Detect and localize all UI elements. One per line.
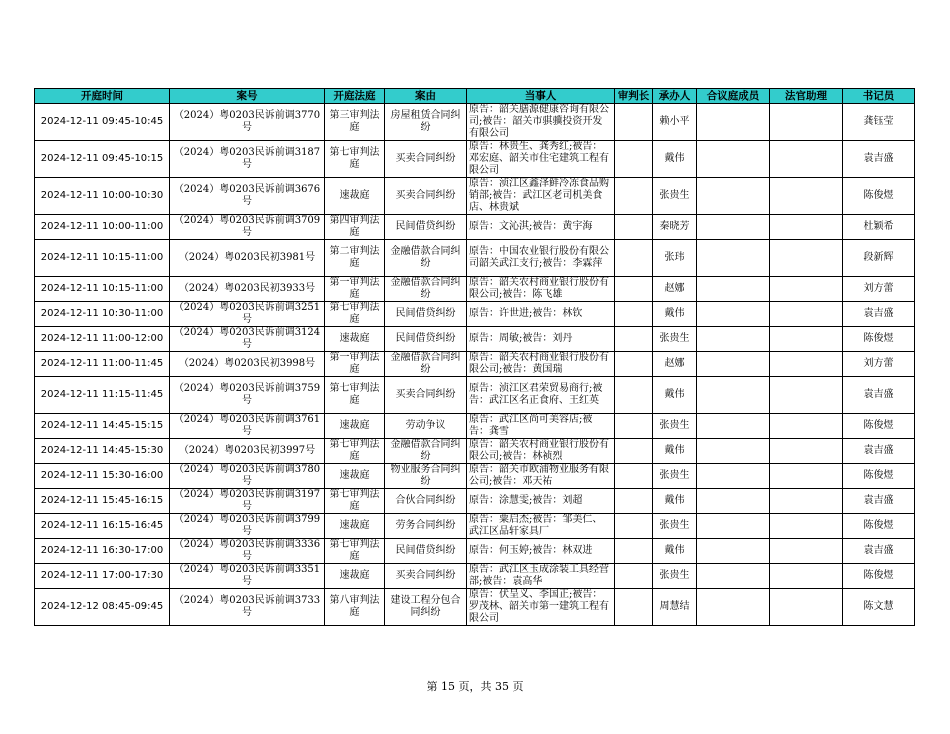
cell-handler: 戴伟 bbox=[653, 439, 697, 464]
table-row bbox=[35, 352, 915, 377]
cell-presiding-judge bbox=[615, 302, 653, 327]
cell-clerk: 陈文慧 bbox=[843, 589, 915, 626]
cell-hearing-time: 2024-12-11 09:45-10:45 bbox=[35, 104, 170, 141]
cell-parties: 原告：文沁淇;被告：黄宇海 bbox=[467, 215, 615, 240]
cell-presiding-judge bbox=[615, 327, 653, 352]
table-row bbox=[35, 302, 915, 327]
header-handler: 承办人 bbox=[653, 89, 697, 104]
cell-panel-members bbox=[697, 104, 770, 141]
cell-hearing-time: 2024-12-11 15:45-16:15 bbox=[35, 489, 170, 514]
cell-handler: 秦晓芳 bbox=[653, 215, 697, 240]
cell-panel-members bbox=[697, 589, 770, 626]
cell-presiding-judge bbox=[615, 589, 653, 626]
cell-presiding-judge bbox=[615, 414, 653, 439]
cell-hearing-time: 2024-12-11 10:00-11:00 bbox=[35, 215, 170, 240]
cell-case-number: （2024）粤0203民初3981号 bbox=[170, 240, 325, 277]
cell-presiding-judge bbox=[615, 514, 653, 539]
cell-parties: 原告：粟启杰;被告：邹美仁、武江区品轩家具厂 bbox=[467, 514, 615, 539]
cell-presiding-judge bbox=[615, 489, 653, 514]
cell-cause: 买卖合同纠纷 bbox=[385, 141, 467, 178]
cell-clerk: 袁吉盛 bbox=[843, 377, 915, 414]
cell-courtroom: 第七审判法庭 bbox=[325, 439, 385, 464]
cell-parties: 原告：韶关农村商业银行股份有限公司;被告：陈飞雄 bbox=[467, 277, 615, 302]
cell-case-number: （2024）粤0203民诉前调3799号 bbox=[170, 514, 325, 539]
cell-parties: 原告：林贵生、龚秀红;被告：邓宏庭、韶关市住宅建筑工程有限公司 bbox=[467, 141, 615, 178]
cell-clerk: 袁吉盛 bbox=[843, 489, 915, 514]
cell-courtroom: 第七审判法庭 bbox=[325, 302, 385, 327]
cell-panel-members bbox=[697, 277, 770, 302]
cell-hearing-time: 2024-12-11 14:45-15:30 bbox=[35, 439, 170, 464]
cell-panel-members bbox=[697, 514, 770, 539]
cell-courtroom: 第八审判法庭 bbox=[325, 589, 385, 626]
header-hearing-time: 开庭时间 bbox=[35, 89, 170, 104]
cell-presiding-judge bbox=[615, 215, 653, 240]
cell-handler: 张贵生 bbox=[653, 178, 697, 215]
cell-case-number: （2024）粤0203民诉前调3733号 bbox=[170, 589, 325, 626]
cell-cause: 房屋租赁合同纠纷 bbox=[385, 104, 467, 141]
cell-courtroom: 第七审判法庭 bbox=[325, 377, 385, 414]
table-row bbox=[35, 589, 915, 626]
cell-presiding-judge bbox=[615, 240, 653, 277]
cell-hearing-time: 2024-12-11 10:15-11:00 bbox=[35, 277, 170, 302]
cell-courtroom: 速裁庭 bbox=[325, 564, 385, 589]
header-panel-members: 合议庭成员 bbox=[697, 89, 770, 104]
table-row bbox=[35, 414, 915, 439]
cell-panel-members bbox=[697, 178, 770, 215]
cell-case-number: （2024）粤0203民初3997号 bbox=[170, 439, 325, 464]
cell-cause: 民间借贷纠纷 bbox=[385, 327, 467, 352]
cell-judge-assistant bbox=[770, 277, 843, 302]
cell-parties: 原告：韶关农村商业银行股份有限公司;被告：黄国瑞 bbox=[467, 352, 615, 377]
cell-case-number: （2024）粤0203民诉前调3709号 bbox=[170, 215, 325, 240]
cell-presiding-judge bbox=[615, 277, 653, 302]
cell-parties: 原告：中国农业银行股份有限公司韶关武江支行;被告：李霖萍 bbox=[467, 240, 615, 277]
cell-clerk: 陈俊煜 bbox=[843, 178, 915, 215]
header-presiding-judge: 审判长 bbox=[615, 89, 653, 104]
table-row bbox=[35, 377, 915, 414]
cell-case-number: （2024）粤0203民诉前调3251号 bbox=[170, 302, 325, 327]
cell-parties: 原告：涂慧雯;被告：刘超 bbox=[467, 489, 615, 514]
cell-panel-members bbox=[697, 439, 770, 464]
cell-hearing-time: 2024-12-11 10:15-11:00 bbox=[35, 240, 170, 277]
cell-parties: 原告：韶关膳源健康咨询有限公司;被告：韶关市骐骥投资开发有限公司 bbox=[467, 104, 615, 141]
table-row bbox=[35, 539, 915, 564]
table-row bbox=[35, 489, 915, 514]
cell-hearing-time: 2024-12-12 08:45-09:45 bbox=[35, 589, 170, 626]
cell-clerk: 龚钰莹 bbox=[843, 104, 915, 141]
cell-case-number: （2024）粤0203民初3998号 bbox=[170, 352, 325, 377]
cell-cause: 民间借贷纠纷 bbox=[385, 302, 467, 327]
cell-parties: 原告：韶关农村商业银行股份有限公司;被告：林祯烈 bbox=[467, 439, 615, 464]
cell-clerk: 陈俊煜 bbox=[843, 464, 915, 489]
cell-case-number: （2024）粤0203民诉前调3336号 bbox=[170, 539, 325, 564]
table-row bbox=[35, 215, 915, 240]
cell-judge-assistant bbox=[770, 514, 843, 539]
cell-hearing-time: 2024-12-11 11:00-12:00 bbox=[35, 327, 170, 352]
cell-cause: 金融借款合同纠纷 bbox=[385, 352, 467, 377]
cell-handler: 赖小平 bbox=[653, 104, 697, 141]
cell-judge-assistant bbox=[770, 240, 843, 277]
cell-hearing-time: 2024-12-11 10:00-10:30 bbox=[35, 178, 170, 215]
cell-presiding-judge bbox=[615, 377, 653, 414]
cell-clerk: 陈俊煜 bbox=[843, 327, 915, 352]
cell-clerk: 杜颖希 bbox=[843, 215, 915, 240]
cell-clerk: 刘方蕾 bbox=[843, 277, 915, 302]
cell-cause: 买卖合同纠纷 bbox=[385, 564, 467, 589]
cell-hearing-time: 2024-12-11 11:00-11:45 bbox=[35, 352, 170, 377]
cell-panel-members bbox=[697, 414, 770, 439]
cell-clerk: 袁吉盛 bbox=[843, 439, 915, 464]
cell-handler: 张贵生 bbox=[653, 514, 697, 539]
cell-parties: 原告：武江区尚可美容店;被告：龚雪 bbox=[467, 414, 615, 439]
cell-case-number: （2024）粤0203民诉前调3676号 bbox=[170, 178, 325, 215]
table-row bbox=[35, 141, 915, 178]
cell-hearing-time: 2024-12-11 09:45-10:15 bbox=[35, 141, 170, 178]
table-header-row bbox=[35, 89, 915, 104]
cell-handler: 张玮 bbox=[653, 240, 697, 277]
cell-clerk: 陈俊煜 bbox=[843, 414, 915, 439]
cell-judge-assistant bbox=[770, 489, 843, 514]
cell-cause: 劳动争议 bbox=[385, 414, 467, 439]
table-row bbox=[35, 514, 915, 539]
cell-handler: 张贵生 bbox=[653, 564, 697, 589]
cell-presiding-judge bbox=[615, 464, 653, 489]
cell-judge-assistant bbox=[770, 564, 843, 589]
cell-courtroom: 第七审判法庭 bbox=[325, 489, 385, 514]
cell-courtroom: 速裁庭 bbox=[325, 414, 385, 439]
cell-judge-assistant bbox=[770, 302, 843, 327]
header-judge-assistant: 法官助理 bbox=[770, 89, 843, 104]
cell-clerk: 段新辉 bbox=[843, 240, 915, 277]
cell-presiding-judge bbox=[615, 564, 653, 589]
cell-parties: 原告：浈江区君荣贸易商行;被告：武江区名正食府、王红英 bbox=[467, 377, 615, 414]
cell-parties: 原告：周敏;被告：刘丹 bbox=[467, 327, 615, 352]
cell-panel-members bbox=[697, 141, 770, 178]
page-number: 第 15 页，共 35 页 bbox=[426, 680, 524, 693]
cell-cause: 金融借款合同纠纷 bbox=[385, 439, 467, 464]
cell-panel-members bbox=[697, 240, 770, 277]
cell-handler: 戴伟 bbox=[653, 377, 697, 414]
cell-judge-assistant bbox=[770, 352, 843, 377]
cell-handler: 戴伟 bbox=[653, 141, 697, 178]
cell-case-number: （2024）粤0203民诉前调3761号 bbox=[170, 414, 325, 439]
cell-parties: 原告：浈江区鑫泽鲜冷冻食品购销部;被告：武江区老司机美食店、林贵斌 bbox=[467, 178, 615, 215]
cell-handler: 赵娜 bbox=[653, 277, 697, 302]
cell-cause: 劳务合同纠纷 bbox=[385, 514, 467, 539]
cell-judge-assistant bbox=[770, 539, 843, 564]
cell-case-number: （2024）粤0203民初3933号 bbox=[170, 277, 325, 302]
cell-hearing-time: 2024-12-11 10:30-11:00 bbox=[35, 302, 170, 327]
cell-parties: 原告：何玉婷;被告：林双进 bbox=[467, 539, 615, 564]
table-row bbox=[35, 564, 915, 589]
cell-panel-members bbox=[697, 302, 770, 327]
cell-judge-assistant bbox=[770, 104, 843, 141]
header-case-number: 案号 bbox=[170, 89, 325, 104]
header-cause: 案由 bbox=[385, 89, 467, 104]
cell-panel-members bbox=[697, 377, 770, 414]
cell-panel-members bbox=[697, 464, 770, 489]
cell-hearing-time: 2024-12-11 16:15-16:45 bbox=[35, 514, 170, 539]
cell-courtroom: 速裁庭 bbox=[325, 327, 385, 352]
cell-clerk: 袁吉盛 bbox=[843, 539, 915, 564]
table-body bbox=[35, 104, 915, 626]
cell-handler: 张贵生 bbox=[653, 414, 697, 439]
cell-hearing-time: 2024-12-11 17:00-17:30 bbox=[35, 564, 170, 589]
cell-parties: 原告：韶关市欧浦物业服务有限公司;被告：邓天祐 bbox=[467, 464, 615, 489]
cell-cause: 物业服务合同纠纷 bbox=[385, 464, 467, 489]
cell-cause: 建设工程分包合同纠纷 bbox=[385, 589, 467, 626]
cell-hearing-time: 2024-12-11 15:30-16:00 bbox=[35, 464, 170, 489]
table-row bbox=[35, 439, 915, 464]
cell-handler: 张贵生 bbox=[653, 327, 697, 352]
cell-courtroom: 第七审判法庭 bbox=[325, 539, 385, 564]
header-clerk: 书记员 bbox=[843, 89, 915, 104]
header-parties: 当事人 bbox=[467, 89, 615, 104]
cell-cause: 买卖合同纠纷 bbox=[385, 377, 467, 414]
cell-courtroom: 第一审判法庭 bbox=[325, 352, 385, 377]
cell-cause: 金融借款合同纠纷 bbox=[385, 240, 467, 277]
cell-judge-assistant bbox=[770, 141, 843, 178]
cell-clerk: 陈俊煜 bbox=[843, 514, 915, 539]
table-row bbox=[35, 277, 915, 302]
cell-judge-assistant bbox=[770, 464, 843, 489]
cell-judge-assistant bbox=[770, 439, 843, 464]
cell-cause: 合伙合同纠纷 bbox=[385, 489, 467, 514]
cell-parties: 原告：武江区玉成涂装工具经营部;被告：袁高华 bbox=[467, 564, 615, 589]
cell-parties: 原告：许世进;被告：林钦 bbox=[467, 302, 615, 327]
cell-handler: 戴伟 bbox=[653, 302, 697, 327]
cell-judge-assistant bbox=[770, 178, 843, 215]
cell-courtroom: 第二审判法庭 bbox=[325, 240, 385, 277]
cell-courtroom: 第一审判法庭 bbox=[325, 277, 385, 302]
cell-courtroom: 速裁庭 bbox=[325, 178, 385, 215]
cell-presiding-judge bbox=[615, 104, 653, 141]
cell-case-number: （2024）粤0203民诉前调3187号 bbox=[170, 141, 325, 178]
cell-judge-assistant bbox=[770, 414, 843, 439]
cell-case-number: （2024）粤0203民诉前调3197号 bbox=[170, 489, 325, 514]
header-courtroom: 开庭法庭 bbox=[325, 89, 385, 104]
cell-presiding-judge bbox=[615, 178, 653, 215]
cell-case-number: （2024）粤0203民诉前调3780号 bbox=[170, 464, 325, 489]
table-row bbox=[35, 240, 915, 277]
cell-courtroom: 第四审判法庭 bbox=[325, 215, 385, 240]
cell-presiding-judge bbox=[615, 539, 653, 564]
cell-courtroom: 速裁庭 bbox=[325, 514, 385, 539]
cell-panel-members bbox=[697, 215, 770, 240]
cell-panel-members bbox=[697, 489, 770, 514]
cell-cause: 金融借款合同纠纷 bbox=[385, 277, 467, 302]
cell-judge-assistant bbox=[770, 589, 843, 626]
cell-cause: 民间借贷纠纷 bbox=[385, 215, 467, 240]
cell-cause: 买卖合同纠纷 bbox=[385, 178, 467, 215]
cell-case-number: （2024）粤0203民诉前调3770号 bbox=[170, 104, 325, 141]
cell-parties: 原告：伏呈义、李国正;被告：罗茂林、韶关市第一建筑工程有限公司 bbox=[467, 589, 615, 626]
cell-cause: 民间借贷纠纷 bbox=[385, 539, 467, 564]
table-row bbox=[35, 178, 915, 215]
cell-panel-members bbox=[697, 327, 770, 352]
cell-courtroom: 速裁庭 bbox=[325, 464, 385, 489]
cell-handler: 戴伟 bbox=[653, 539, 697, 564]
cell-clerk: 袁吉盛 bbox=[843, 302, 915, 327]
cell-clerk: 袁吉盛 bbox=[843, 141, 915, 178]
cell-panel-members bbox=[697, 539, 770, 564]
cell-judge-assistant bbox=[770, 215, 843, 240]
cell-handler: 周慧结 bbox=[653, 589, 697, 626]
table-row bbox=[35, 327, 915, 352]
hearing-schedule-table bbox=[34, 88, 915, 626]
cell-presiding-judge bbox=[615, 352, 653, 377]
cell-panel-members bbox=[697, 352, 770, 377]
cell-clerk: 陈俊煜 bbox=[843, 564, 915, 589]
cell-clerk: 刘方蕾 bbox=[843, 352, 915, 377]
cell-handler: 戴伟 bbox=[653, 489, 697, 514]
cell-presiding-judge bbox=[615, 141, 653, 178]
cell-hearing-time: 2024-12-11 16:30-17:00 bbox=[35, 539, 170, 564]
cell-panel-members bbox=[697, 564, 770, 589]
cell-courtroom: 第三审判法庭 bbox=[325, 104, 385, 141]
table-row bbox=[35, 104, 915, 141]
cell-judge-assistant bbox=[770, 327, 843, 352]
cell-handler: 张贵生 bbox=[653, 464, 697, 489]
cell-case-number: （2024）粤0203民诉前调3759号 bbox=[170, 377, 325, 414]
cell-case-number: （2024）粤0203民诉前调3124号 bbox=[170, 327, 325, 352]
cell-hearing-time: 2024-12-11 11:15-11:45 bbox=[35, 377, 170, 414]
cell-presiding-judge bbox=[615, 439, 653, 464]
cell-judge-assistant bbox=[770, 377, 843, 414]
table-row bbox=[35, 464, 915, 489]
cell-hearing-time: 2024-12-11 14:45-15:15 bbox=[35, 414, 170, 439]
cell-courtroom: 第七审判法庭 bbox=[325, 141, 385, 178]
cell-case-number: （2024）粤0203民诉前调3351号 bbox=[170, 564, 325, 589]
cell-handler: 赵娜 bbox=[653, 352, 697, 377]
